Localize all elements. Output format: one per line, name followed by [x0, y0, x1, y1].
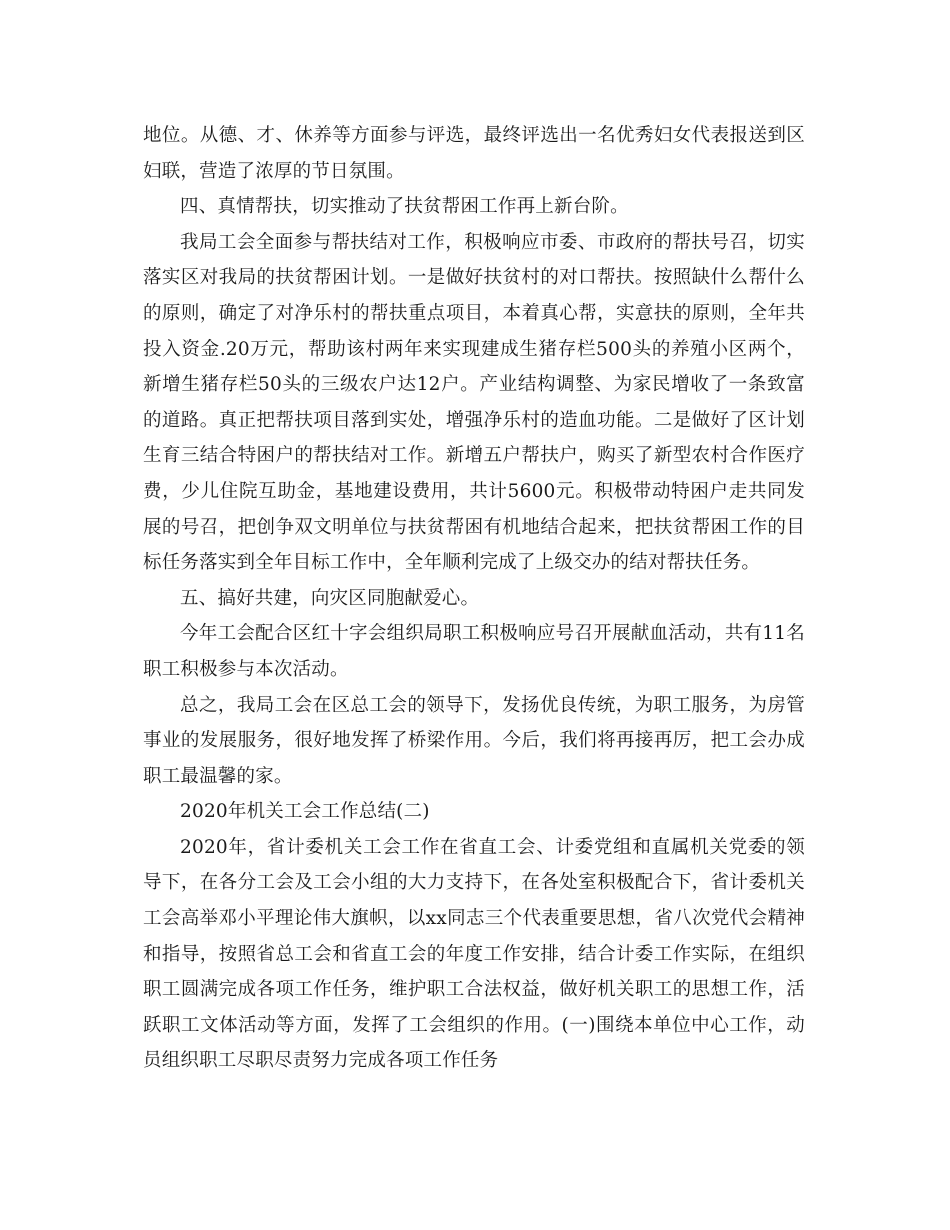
paragraph-summary-2020: 2020年，省计委机关工会工作在省直工会、计委党组和直属机关党委的领导下，在各分工会及工会小组的大力支持下，在各处室积极配合下，省计委机关工会高举邓小平理论伟大旗帜，以xx同志三个代表重要思想，省八次党代会精神和指导，按照省总工会和省直工会的年度工作安排，结合计委工作实际，在组织职工圆满完成各项工作任务，维护职工合法权益，做好机关职工的思想工作，活跃职工文体活动等方面，发挥了工会组织的作用。(一)围绕本单位中心工作，动员组织职工尽职尽责努力完成各项工作任务 [143, 836, 805, 1072]
section-heading-four: 四、真情帮扶，切实推动了扶贫帮困工作再上新台阶。 [180, 196, 629, 218]
section-heading-five: 五、搞好共建，向灾区同胞献爱心。 [180, 587, 480, 609]
document-body [143, 118, 805, 1079]
document-subtitle: 2020年机关工会工作总结(二) [180, 801, 430, 823]
paragraph-poverty-aid: 我局工会全面参与帮扶结对工作，积极响应市委、市政府的帮扶号召，切实落实区对我局的扶贫帮困计划。一是做好扶贫村的对口帮扶。按照缺什么帮什么的原则，确定了对净乐村的帮扶重点项目，本着真心帮，实意扶的原则，全年共投入资金.20万元，帮助该村两年来实现建成生猪存栏500头的养殖小区两个，新增生猪存栏50头的三级农户达12户。产业结构调整、为家民增收了一条致富的道路。真正把帮扶项目落到实处，增强净乐村的造血功能。二是做好了区计划生育三结合特困户的帮扶结对工作。新增五户帮扶户，购买了新型农村合作医疗费，少儿住院互助金，基地建设费用，共计5600元。积极带动特困户走共同发展的号召，把创争双文明单位与扶贫帮困有机地结合起来，把扶贫帮困工作的目标任务落实到全年目标工作中，全年顺利完成了上级交办的结对帮扶任务。 [143, 231, 805, 574]
paragraph-continuation: 地位。从德、才、休养等方面参与评选，最终评选出一名优秀妇女代表报送到区妇联，营造了浓厚的节日氛围。 [143, 125, 805, 182]
paragraph-blood-donation: 今年工会配合区红十字会组织局职工积极响应号召开展献血活动，共有11名职工积极参与本次活动。 [143, 623, 805, 680]
paragraph-conclusion: 总之，我局工会在区总工会的领导下，发扬优良传统，为职工服务，为房管事业的发展服务，很好地发挥了桥梁作用。今后，我们将再接再厉，把工会办成职工最温馨的家。 [143, 694, 805, 787]
